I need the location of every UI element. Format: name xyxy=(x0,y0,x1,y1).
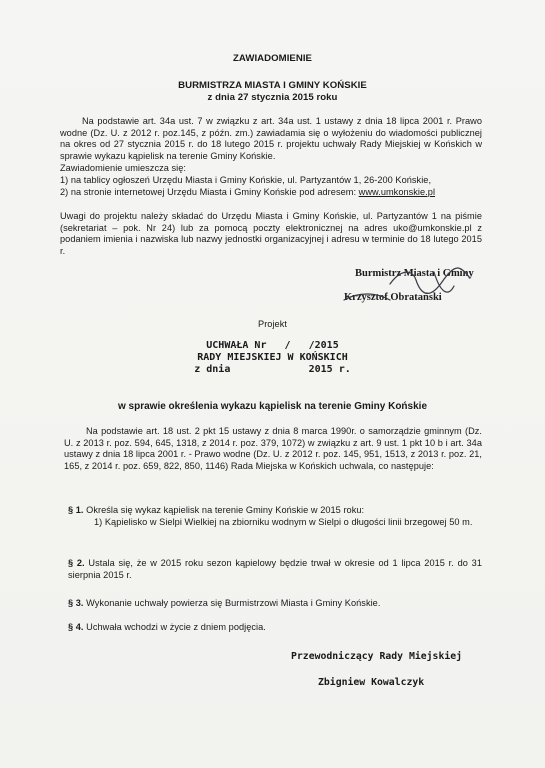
notice-paragraph-legal-basis: Na podstawie art. 34a ust. 7 w związku z art. 34a ust. 1 ustawy z dnia 18 lipca 2001 r. Prawo wodne (Dz. U. z 2012 r. poz.145, z późn. zm.) zawiadamia się o wyłożeniu do wiadomości publicznej na okres od 27 stycznia 2015 r. do 18 lutego 2015 r. projektu uchwały Rady Miejskiej w Końskich w sprawie wykazu kąpielisk na terenie Gminy Końskie. xyxy=(60,116,482,161)
notice-subtitle-issuer: BURMISTRZA MIASTA I GMINY KOŃSKIE xyxy=(178,80,367,91)
section-2-text: Ustala się, że w 2015 roku sezon kąpielowy będzie trwał w okresie od 1 lipca 2015 r. do 31 sierpnia 2015 r. xyxy=(68,558,482,580)
resolution-date: z dnia 2015 r. xyxy=(194,364,351,375)
resolution-number: UCHWAŁA Nr / /2015 xyxy=(206,340,339,351)
section-3-label: § 3. xyxy=(68,598,84,608)
section-3 xyxy=(68,598,482,610)
resolution-preamble: Na podstawie art. 18 ust. 2 pkt 15 ustawy z dnia 8 marca 1990r. o samorządzie gminnym (Dz. U. z 2013 r. poz. 594, 645, 1318, z 2014 r. poz. 379, 1072) w związku z art. 9 ust. 1 pkt 10 b i art. 34a ustawy z dnia 18 lipca 2001 r. - Prawo wodne (Dz. U. z 2012 r. poz. 145, 951, 1513, z 2013 r. poz. 21, 165, z 2014 r. poz. 659, 822, 850, 1146) Rada Miejska w Końskich uchwala, co następuje: xyxy=(64,426,482,471)
section-4 xyxy=(68,622,482,634)
notice-paragraph-comments: Uwagi do projektu należy składać do Urzędu Miasta i Gminy Końskie, ul. Partyzantów 1 na piśmie (sekretariat – pok. Nr 24) lub za pomocą poczty elektronicznej na adres uko@umkonskie.pl z podaniem imienia i nazwiska lub nazwy jednostki organizacyjnej i adresu w terminie do 18 lutego 2015 r. xyxy=(60,211,482,256)
resolution-subject: w sprawie określenia wykazu kąpielisk na terenie Gminy Końskie xyxy=(117,401,428,412)
chair-title: Przewodniczący Rady Miejskiej xyxy=(291,651,463,662)
notice-subtitle-date: z dnia 27 stycznia 2015 roku xyxy=(207,92,338,103)
section-1-label: § 1. xyxy=(68,505,84,515)
section-2 xyxy=(68,558,482,581)
section-1-text: Określa się wykaz kąpielisk na terenie Gminy Końskie w 2015 roku: xyxy=(86,505,365,515)
website-link[interactable]: www.umkonskie.pl xyxy=(358,187,436,197)
section-3-text: Wykonanie uchwały powierza się Burmistrzowi Miasta i Gminy Końskie. xyxy=(86,598,381,608)
resolution-council: RADY MIEJSKIEJ W KOŃSKICH xyxy=(197,352,348,363)
chair-name: Zbigniew Kowalczyk xyxy=(318,677,425,688)
notice-placement-item-website xyxy=(60,187,500,199)
notice-signer-name: Krzysztof Obratański xyxy=(344,292,442,303)
website-text: 2) na stronie internetowej Urzędu Miasta i Gminy Końskie pod adresem: xyxy=(60,187,359,197)
notice-title: ZAWIADOMIENIE xyxy=(233,53,312,64)
project-label: Projekt xyxy=(258,319,287,329)
section-4-label: § 4. xyxy=(68,622,84,632)
notice-placement-item-board: 1) na tablicy ogłoszeń Urzędu Miasta i Gminy Końskie, ul. Partyzantów 1, 26-200 Końskie, xyxy=(60,175,432,185)
notice-placement-intro: Zawiadomienie umieszcza się: xyxy=(60,163,186,173)
section-4-text: Uchwała wchodzi w życie z dniem podjęcia. xyxy=(86,622,266,632)
notice-signer-title: Burmistrz Miasta i Gminy xyxy=(355,268,474,279)
section-1 xyxy=(68,505,488,517)
handwritten-signature xyxy=(330,262,500,310)
section-2-label: § 2. xyxy=(68,558,85,568)
section-1-item-sielpia: 1) Kąpielisko w Sielpi Wielkiej na zbiorniku wodnym w Sielpi o długości linii brzegowej 50 m. xyxy=(94,517,473,527)
